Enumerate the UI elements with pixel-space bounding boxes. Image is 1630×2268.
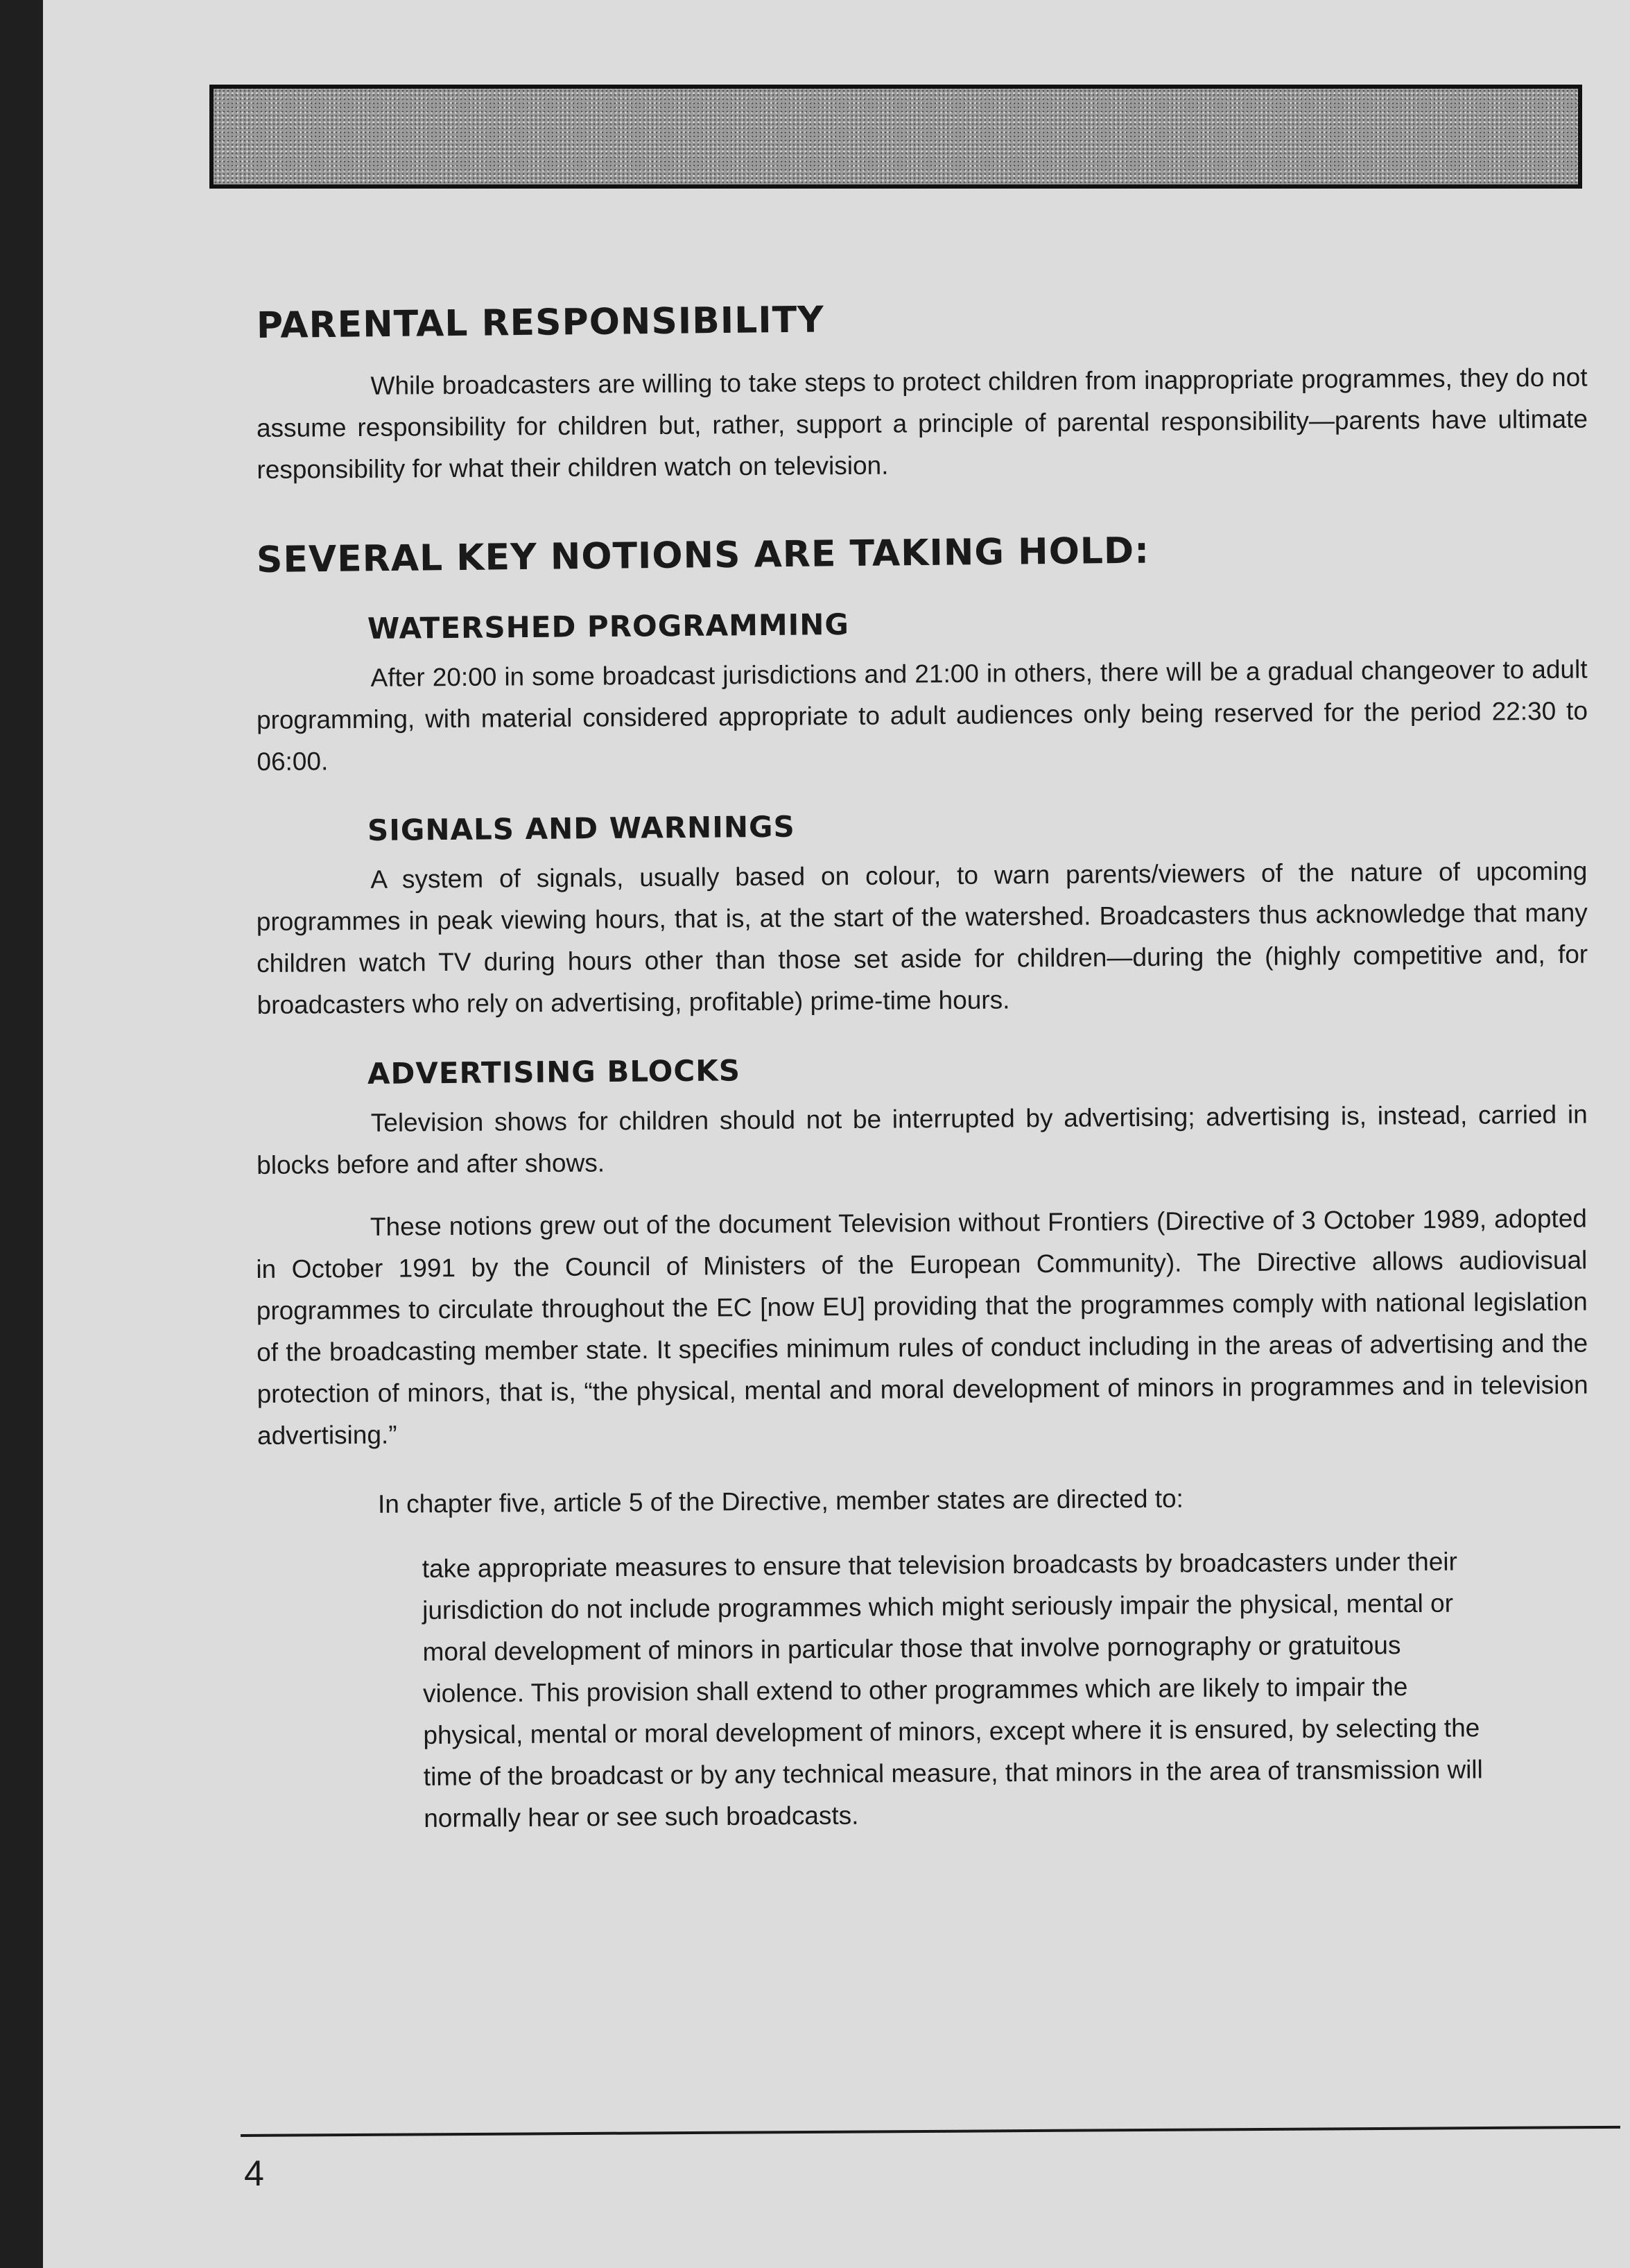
page-number: 4 xyxy=(244,2154,264,2194)
footer-rule xyxy=(241,2126,1620,2137)
page-content xyxy=(215,299,1588,1839)
directive-quote: take appropriate measures to ensure that television broadcasts by broadcasters under their jurisdiction do not include programmes which might seriously impair the physical, mental or moral development of minors in particular those that involve pornography or gratuitous violence. This provision shall extend to other programmes which are likely to impair the physical, mental or moral development of minors, except where it is ensured, by selecting the time of the broadcast or by any technical measure, that minors in the area of transmission will normally hear or see such broadcasts. xyxy=(422,1547,1483,1833)
paragraph-parental-responsibility: While broadcasters are willing to take steps to protect children from inappropriate programmes, they do not assume responsibility for children but, rather, support a principle of parental responsibility—parents have ultimate responsibility for what their children watch on television. xyxy=(256,363,1588,484)
heading-parental-responsibility: PARENTAL RESPONSIBILITY xyxy=(256,299,825,347)
paragraph-watershed-programming: After 20:00 in some broadcast jurisdictions and 21:00 in others, there will be a gradual changeover to adult programming, with material considered appropriate to adult audiences only being reserved for the period 22:30 to 06:00. xyxy=(256,655,1588,776)
document-page xyxy=(43,0,1630,2268)
paragraph-advertising-blocks: Television shows for children should not be interrupted by advertising; advertising is, instead, carried in blocks before and after shows. xyxy=(257,1100,1588,1179)
heading-advertising-blocks: ADVERTISING BLOCKS xyxy=(367,1053,741,1091)
header-banner xyxy=(209,85,1582,189)
heading-signals-and-warnings: SIGNALS AND WARNINGS xyxy=(367,809,795,847)
heading-key-notions: SEVERAL KEY NOTIONS ARE TAKING HOLD: xyxy=(256,530,1150,581)
heading-watershed-programming: WATERSHED PROGRAMMING xyxy=(367,607,850,646)
paragraph-chapter-five: In chapter five, article 5 of the Directive, member states are directed to: xyxy=(377,1484,1184,1518)
paragraph-signals-and-warnings: A system of signals, usually based on colour, to warn parents/viewers of the nature of upcoming programmes in peak viewing hours, that is, at the start of the watershed. Broadcasters thus acknowledge that many children watch TV during hours other than those set aside for children—during the (highly competitive and, for broadcasters who rely on advertising, profitable) prime-time hours. xyxy=(256,856,1588,1019)
paragraph-directive: These notions grew out of the document Television without Frontiers (Directive of 3 October 1989, adopted in October 1991 by the Council of Ministers of the European Community). The Directive allows audiovisual programmes to circulate throughout the EC [now EU] providing that the programmes comply with national legislation of the broadcasting member state. It specifies minimum rules of conduct including in the areas of advertising and the protection of minors, that is, “the physical, mental and moral development of minors in programmes and in television advertising.” xyxy=(256,1204,1588,1450)
